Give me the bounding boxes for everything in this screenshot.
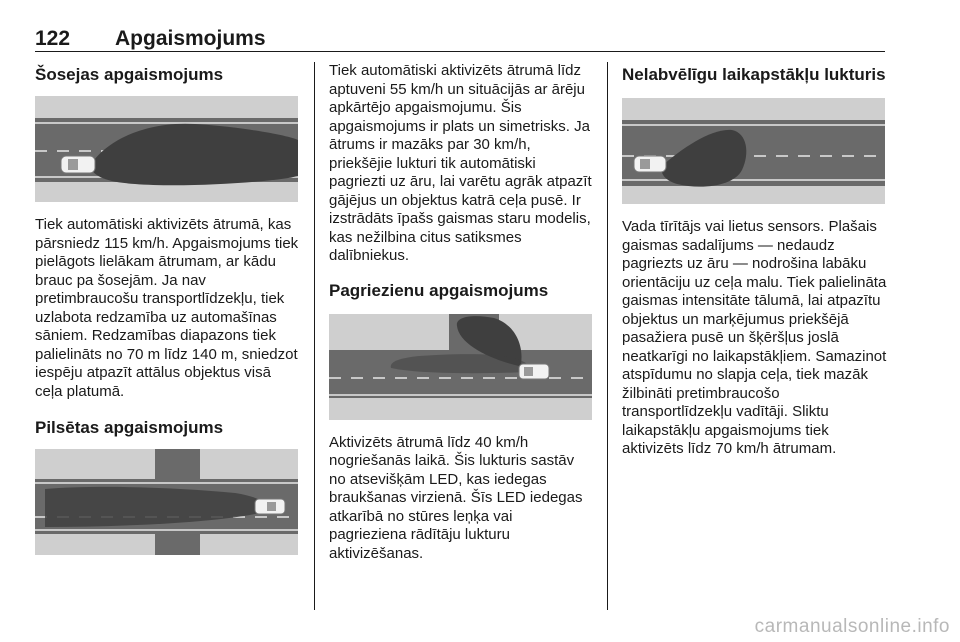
column-2 bbox=[329, 62, 594, 563]
section-title: Apgaismojums bbox=[115, 27, 266, 50]
illustration-cornering-lighting bbox=[329, 314, 592, 420]
column-3 bbox=[622, 62, 887, 459]
page-number: 122 bbox=[35, 27, 71, 50]
illustration-bad-weather-lighting bbox=[622, 98, 885, 204]
watermark: carmanualsonline.info bbox=[754, 616, 950, 637]
paragraph-highway-lighting: Tiek automātiski aktivizēts ātrumā, kas pārsniedz 115 km/h. Apgaismojums tiek pielāgots lielākam ātrumam, ar kādu brauc pa šosejām. Ja nav pretimbraucošu transportlīdzekļu, tiek uzlabota redzamība uz automašīnas sāniem. Redzamības diapazons tiek palielināts no 70 m līdz 140 m, sniedzot iespēju atpazīt attālus objektus visā ceļa platumā. bbox=[35, 216, 299, 400]
header-rule bbox=[35, 51, 885, 52]
heading-city-lighting: Pilsētas apgaismojums bbox=[35, 418, 224, 437]
heading-highway-lighting: Šosejas apgaismojums bbox=[35, 65, 224, 84]
page-header bbox=[35, 27, 885, 53]
illustration-highway-lighting bbox=[35, 96, 298, 202]
column-divider-2 bbox=[607, 62, 608, 610]
illustration-city-lighting bbox=[35, 449, 298, 555]
paragraph-city-lighting: Tiek automātiski aktivizēts ātrumā līdz aptuveni 55 km/h un situācijās ar ārēju apkārtējo apgaismojumu. Šis apgaismojums ir plats un simetrisks. Ja ātrums ir mazāks par 30 km/h, priekšējie lukturi tik automātiski pagriezti uz āru, lai varētu agrāk atpazīt gājējus un objektus katrā ceļa pusē. Ir izstrādāts īpašs gaismas staru modelis, kas nežilbina citus satiksmes dalībniekus. bbox=[329, 62, 592, 264]
heading-bad-weather-lighting: Nelabvēlīgu laikapstākļu lukturis bbox=[622, 65, 886, 84]
heading-cornering-lighting: Pagriezienu apgaismojums bbox=[329, 280, 549, 300]
paragraph-cornering-lighting: Aktivizēts ātrumā līdz 40 km/h nogriešanās laikā. Šis lukturis sastāv no atsevišķām LED, kas iedegas braukšanas virzienā. Šīs LED iedegas atkarībā no stūres leņķa vai pagrieziena rādītāju lukturu aktivizēšanas. bbox=[329, 433, 583, 562]
paragraph-bad-weather-lighting: Vada tīrītājs vai lietus sensors. Plašais gaismas sadalījums — nedaudz pagriezts uz āru — nodrošina labāku orientāciju uz ceļa malu. Tiek palielināta gaismas intensitāte tālumā, lai atpazītu objektus un marķējumus priekšējā pasažiera pusē un šķēršļus joslā neatkarīgi no laikapstākļiem. Samazinot atspīdumu no slapja ceļa, tiek mazāk žilbināti pretimbraucošo transportlīdzekļu vadītāji. Sliktu laikapstākļu apgaismojums tiek aktivizēts līdz 70 km/h ātrumam. bbox=[622, 218, 887, 457]
column-1 bbox=[35, 62, 300, 555]
column-divider-1 bbox=[314, 62, 315, 610]
